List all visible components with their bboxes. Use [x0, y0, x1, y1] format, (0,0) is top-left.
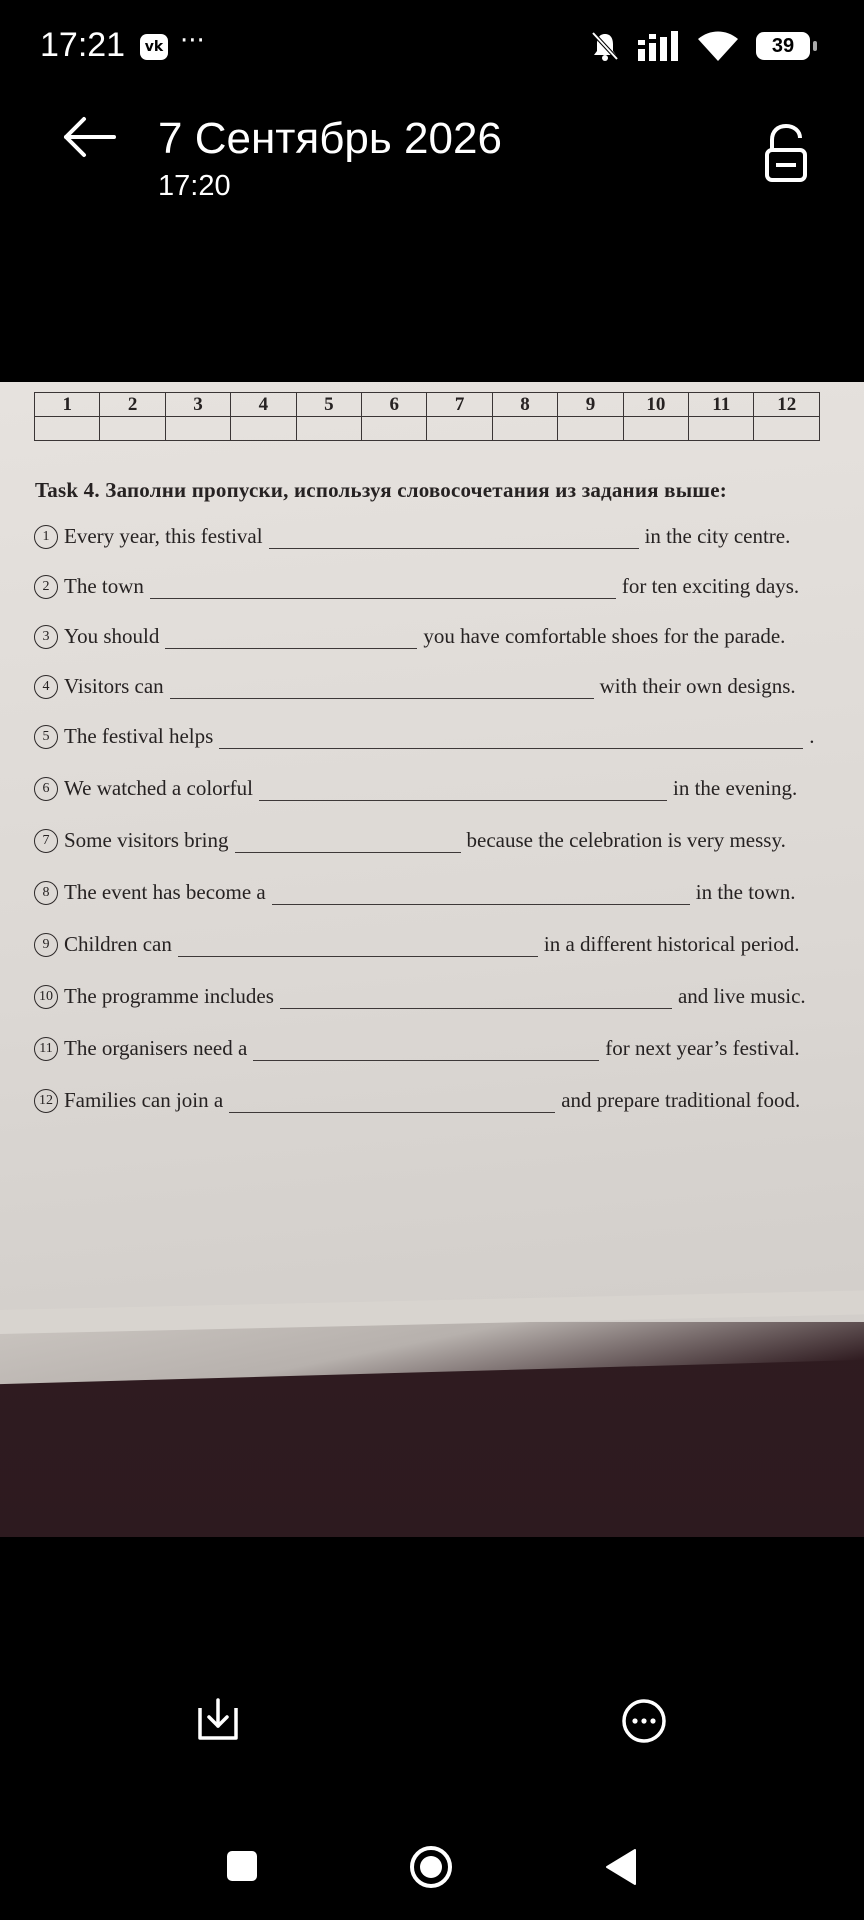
sentence-end: for next year’s festival. [605, 1036, 800, 1060]
answer-cell-blank [427, 417, 492, 441]
download-icon[interactable] [196, 1698, 240, 1742]
mute-icon [590, 30, 620, 62]
sentence-number: 5 [34, 725, 58, 749]
fill-blank-line [253, 1042, 599, 1061]
sentence-row [34, 828, 844, 853]
sentence-end: . [809, 724, 815, 748]
status-icons [590, 30, 810, 62]
answer-cell-blank [754, 417, 820, 441]
sentence-number: 1 [34, 525, 58, 549]
answer-cell-number: 9 [558, 393, 623, 417]
answer-cell-number: 10 [623, 393, 688, 417]
answer-cell-number: 11 [689, 393, 754, 417]
page-title: 7 Сентябрь 2026 [158, 114, 502, 163]
sentence-start: Visitors can [64, 674, 164, 698]
sentence-row [34, 624, 844, 649]
answer-cell-blank [231, 417, 296, 441]
answer-cell-number: 7 [427, 393, 492, 417]
answer-cell-number: 6 [362, 393, 427, 417]
sentence-row [34, 574, 844, 599]
answer-cell-blank [35, 417, 100, 441]
sentence-number: 10 [34, 985, 58, 1009]
answer-cell-blank [623, 417, 688, 441]
sentence-row [34, 724, 844, 749]
sentence-start: Children can [64, 932, 172, 956]
fill-blank-line [219, 730, 803, 749]
answer-cell-number: 1 [35, 393, 100, 417]
page-subtitle-time: 17:20 [158, 170, 231, 202]
sentence-number: 12 [34, 1089, 58, 1113]
battery-indicator: 39 [756, 32, 810, 60]
sentence-start: The programme includes [64, 984, 274, 1008]
answer-cell-number: 12 [754, 393, 820, 417]
answer-cell-blank [362, 417, 427, 441]
status-bar [0, 0, 864, 96]
sentence-number: 4 [34, 675, 58, 699]
sentence-row [34, 984, 844, 1009]
sentence-number: 7 [34, 829, 58, 853]
photo-viewer[interactable] [0, 382, 864, 1537]
sentence-start: The town [64, 574, 144, 598]
fill-blank-line [229, 1094, 555, 1113]
sentence-row [34, 880, 844, 905]
fill-blank-line [170, 680, 594, 699]
sentence-end: for ten exciting days. [621, 574, 800, 598]
answer-cell-blank [296, 417, 361, 441]
sentence-end: and live music. [677, 984, 806, 1008]
task-heading: Task 4. Заполни пропуски, используя словосочетания из задания выше: [35, 478, 727, 502]
sentence-start: Families can join a [64, 1088, 224, 1112]
worksheet-page [0, 382, 864, 1322]
back-nav-icon[interactable] [603, 1848, 637, 1886]
sentence-end: in the evening. [672, 776, 798, 800]
sentence-start: You should [64, 624, 160, 648]
answer-cell-blank [100, 417, 165, 441]
answer-cell-number: 3 [165, 393, 230, 417]
fill-blank-line [178, 938, 538, 957]
wifi-icon [698, 31, 738, 61]
vk-icon: vk [140, 34, 168, 60]
sentence-end: in the city centre. [644, 524, 791, 548]
answer-cell-number: 5 [296, 393, 361, 417]
sentence-start: Every year, this festival [64, 524, 263, 548]
fill-blank-line [235, 834, 461, 853]
answer-cell-blank [558, 417, 623, 441]
sentence-start: We watched a colorful [64, 776, 253, 800]
answer-table [34, 392, 820, 441]
status-time: 17:21 [40, 26, 126, 64]
sentence-end: because the celebration is very messy. [466, 828, 786, 852]
sentence-number: 9 [34, 933, 58, 957]
sentence-start: Some visitors bring [64, 828, 229, 852]
sentence-number: 11 [34, 1037, 58, 1061]
sentence-number: 2 [34, 575, 58, 599]
more-notifications-icon: ··· [180, 26, 205, 56]
sentence-end: you have comfortable shoes for the parade. [423, 624, 786, 648]
sentence-end: in the town. [695, 880, 796, 904]
unlock-icon[interactable] [762, 124, 810, 184]
answer-table-blank-row [35, 417, 820, 441]
home-icon[interactable] [409, 1845, 453, 1889]
sentence-start: The organisers need a [64, 1036, 248, 1060]
sentence-row [34, 524, 844, 549]
fill-blank-line [150, 580, 616, 599]
fill-blank-line [272, 886, 690, 905]
sentence-start: The festival helps [64, 724, 214, 748]
sentence-row [34, 674, 844, 699]
answer-cell-number: 8 [492, 393, 557, 417]
sentence-start: The event has become a [64, 880, 266, 904]
answer-table-header [35, 393, 820, 417]
more-icon[interactable] [621, 1698, 667, 1744]
answer-cell-blank [165, 417, 230, 441]
recents-icon[interactable] [226, 1850, 258, 1882]
fill-blank-line [165, 630, 417, 649]
sentence-row [34, 932, 844, 957]
sentence-row [34, 776, 844, 801]
answer-cell-blank [492, 417, 557, 441]
sentence-number: 8 [34, 881, 58, 905]
fill-blank-line [269, 530, 639, 549]
sentence-end: with their own designs. [599, 674, 796, 698]
system-navigation-bar [0, 1820, 864, 1920]
sentence-row [34, 1036, 844, 1061]
answer-cell-blank [689, 417, 754, 441]
fill-blank-line [259, 782, 667, 801]
sentence-end: in a different historical period. [543, 932, 800, 956]
sentence-row [34, 1088, 844, 1113]
signal-icon [638, 31, 680, 61]
sentence-end: and prepare traditional food. [561, 1088, 801, 1112]
fill-blank-line [280, 990, 672, 1009]
arrow-left-icon[interactable] [60, 112, 120, 162]
sentence-number: 6 [34, 777, 58, 801]
answer-cell-number: 4 [231, 393, 296, 417]
answer-cell-number: 2 [100, 393, 165, 417]
sentence-number: 3 [34, 625, 58, 649]
